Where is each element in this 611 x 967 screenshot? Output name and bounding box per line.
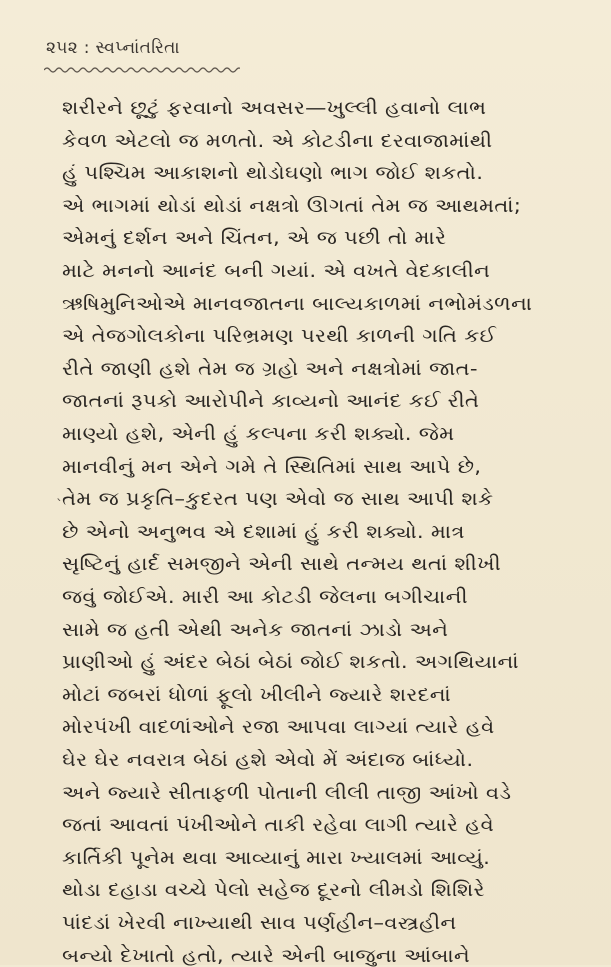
text-line: ઋષિમુનિઓએ માનવજાતના બાલ્યકાળમાં નભોમંડળના [62,293,533,315]
text-line: મોરપંખી વાદળાંઓને રજા આપવા લાગ્યાં ત્યારે હવે [62,717,495,739]
text-line: તેમ જ પ્રકૃતિ–કુદરત પણ એવો જ સાથ આપી શકે [62,489,494,511]
decorative-wavy-rule [44,66,240,74]
text-line: માણ્યો હશે, એની હું કલ્પના કરી શક્યો. જેમ [62,424,455,445]
text-line: કેવળ એટલો જ મળતો. એ કોટડીના દરવાજામાંથી [62,130,493,152]
text-line: થોડા દહાડા વચ્ચે પેલો સહેજ દૂરનો લીમડો શિશિરે [62,880,485,902]
text-line: જવું જોઈએ. મારી આ કોટડી જેલના બગીચાની [62,587,468,608]
text-line: છે એનો અનુભવ એ દશામાં હું કરી શક્યો. માત્ર [62,521,465,543]
running-head [46,38,180,58]
text-line: જાતનાં રૂપકો આરોપીને કાવ્યનો આનંદ કઈ રીતે [62,391,480,413]
text-line: ઘેર ઘેર નવરાત્ર બેઠાં હશે એવો મેં અંદાજ બાંધ્યો. [62,750,474,771]
header-separator: : [83,38,90,58]
margin-mark: ` [56,498,63,514]
text-line: મોટાં જબરાં ધોળાં ફૂલો ખીલીને જ્યારે શરદનાં [62,684,451,706]
text-line: પાંદડાં ખેરવી નાખ્યાથી સાવ પર્ણહીન–વસ્ત્રહીન [62,913,457,934]
text-line: સામે જ હતી એથી અનેક જાતનાં ઝાડો અને [62,619,449,641]
text-line: રીતે જાણી હશે તેમ જ ગ્રહો અને નક્ષત્રોમાં જાત- [62,358,478,380]
text-line: શરીરને છૂટું ફરવાનો અવસર—ખુલ્લી હવાનો લાભ [62,98,487,119]
text-line: બન્યો દેખાતો હતો, ત્યારે એની બાજુના આંબાને [62,945,470,967]
text-line: જતાં આવતાં પંખીઓને તાકી રહેવા લાગી ત્યારે હવે [62,815,494,837]
text-line: પ્રાણીઓ હું અંદર બેઠાં બેઠાં જોઈ શકતો. અગથિયાનાં [62,652,519,674]
page-number: ૨૫૨ [46,38,79,58]
text-line: હું પશ્ચિમ આકાશનો થોડોઘણો ભાગ જોઈ શકતો. [62,163,484,185]
text-line: માનવીનું મન એને ગમે તે સ્થિતિમાં સાથ આપે છે, [62,456,482,478]
text-line: એમનું દર્શન અને ચિંતન, એ જ પછી તો મારે [62,228,447,250]
chapter-title: સ્વપ્નાંતરિતા [95,38,180,58]
text-line: સૃષ્ટિનું હાર્દ સમજીને એની સાથે તન્મય થતાં શીખી [62,554,501,576]
text-line: એ ભાગમાં થોડાં થોડાં નક્ષત્રો ઊગતાં તેમ જ આથમતાં; [62,195,522,217]
text-line: એ તેજગોલકોના પરિભ્રમણ પરથી કાળની ગતિ કઈ [62,326,497,348]
text-line: માટે મનનો આનંદ બની ગયાં. એ વખતે વેદકાલીન [62,261,491,282]
text-line: કાર્તિકી પૂનેમ થવા આવ્યાનું મારા ખ્યાલમાં આવ્યું. [62,847,491,869]
text-line: અને જ્યારે સીતાફળી પોતાની લીલી તાજી આંખો વડે [62,782,512,804]
